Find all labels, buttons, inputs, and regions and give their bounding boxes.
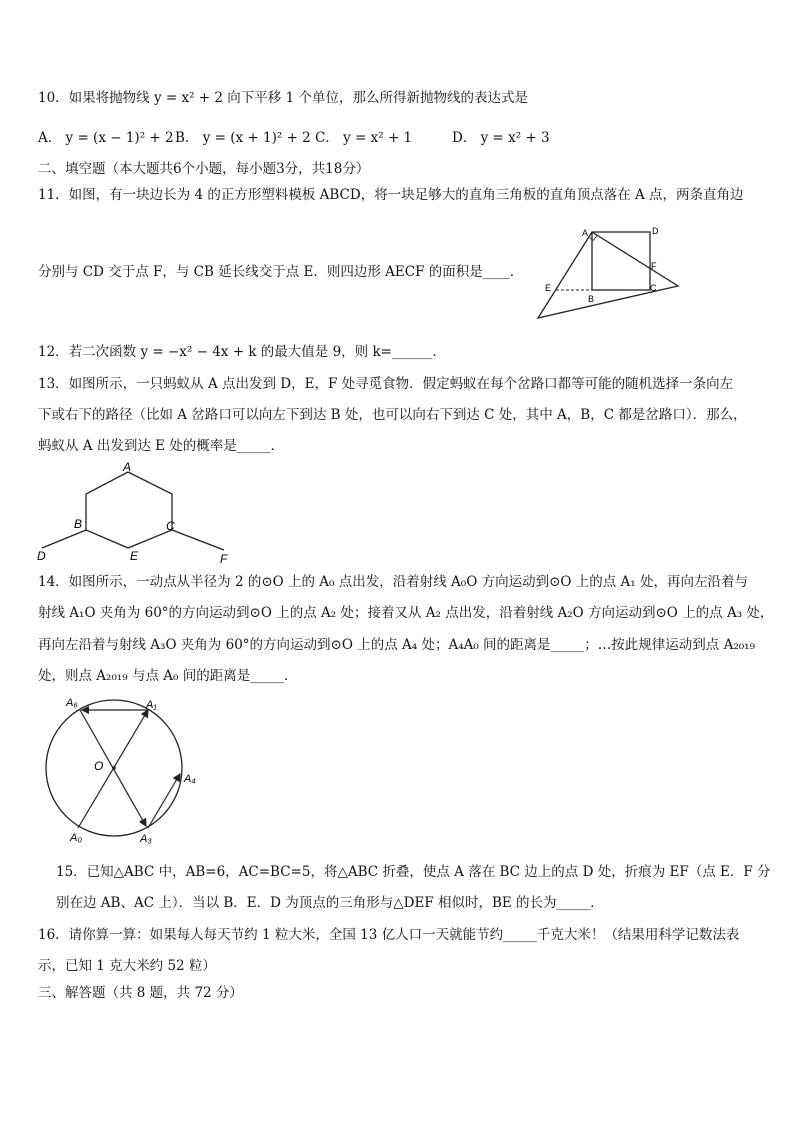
q15-line-2: 别在边 AB、AC 上）．当以 B．E．D 为顶点的三角形与△DEF 相似时，BE 的长为_____． <box>56 895 604 911</box>
q13-label-c: C <box>166 519 175 533</box>
q14-label-a1: A₁ <box>146 699 157 711</box>
q10-stem: 10．如果将抛物线 y = x² + 2 向下平移 1 个单位，那么所得新抛物线的表达式是 <box>38 90 528 106</box>
q10-option-a: A． y = (x − 1)² + 2 <box>38 130 174 146</box>
q13-line-3: 蚂蚁从 A 出发到达 E 处的概率是_____． <box>38 438 285 454</box>
q10-option-b: B． y = (x + 1)² + 2 <box>175 130 311 146</box>
q16-line-2: 示，已知 1 克大米约 52 粒） <box>38 958 216 974</box>
q14-line-3: 再向左沿着与射线 A₃O 夹角为 60°的方向运动到⊙O 上的点 A₄ 处；A₄A₀ 间的距离是_____；…按此规律运动到点 A₂₀₁₉ <box>38 637 755 653</box>
q11-figure <box>530 224 700 324</box>
q10-option-d: D． y = x² + 3 <box>452 130 550 146</box>
q11-line-2: 分别与 CD 交于点 F，与 CB 延长线交于点 E．则四边形 AECF 的面积是____． <box>38 264 524 280</box>
q13-line-2: 下或右下的路径（比如 A 岔路口可以向左下到达 B 处，也可以向右下到达 C 处，其中 A，B，C 都是岔路口）．那么， <box>38 407 747 423</box>
q14-label-a3: A₃ <box>140 833 152 844</box>
q13-label-b: B <box>74 517 83 531</box>
q11-line-1: 11．如图，有一块边长为 4 的正方形塑料模板 ABCD，将一块足够大的直角三角板的直角顶点落在 A 点，两条直角边 <box>38 187 744 203</box>
q11-label-d: D <box>652 226 659 236</box>
q14-figure <box>40 694 210 844</box>
q14-label-a0: A₀ <box>70 832 82 844</box>
q14-line-1: 14．如图所示，一动点从半径为 2 的⊙O 上的 A₀ 点出发，沿着射线 A₀O 方向运动到⊙O 上的点 A₁ 处，再向左沿着与 <box>38 574 748 590</box>
q14-line-4: 处，则点 A₂₀₁₉ 与点 A₀ 间的距离是_____． <box>38 668 298 684</box>
q13-label-e: E <box>130 549 139 563</box>
q11-label-c: C <box>650 283 657 293</box>
q11-label-f: F <box>651 261 657 271</box>
q11-label-a: A <box>582 228 589 238</box>
q10-option-c: C． y = x² + 1 <box>315 130 413 146</box>
q14-line-2: 射线 A₁O 夹角为 60°的方向运动到⊙O 上的点 A₂ 处；接着又从 A₂ 点出发，沿着射线 A₂O 方向运动到⊙O 上的点 A₃ 处， <box>38 605 774 621</box>
q14-label-a6: A₆ <box>66 697 78 709</box>
q11-label-e: E <box>545 283 552 293</box>
q11-label-b: B <box>588 294 595 304</box>
q13-figure <box>34 460 244 565</box>
q12-stem: 12．若二次函数 y = −x² − 4x + k 的最大值是 9，则 k=______． <box>38 344 446 360</box>
q13-label-d: D <box>37 549 46 563</box>
q13-label-a: A <box>123 460 132 474</box>
q15-line-1: 15．已知△ABC 中，AB=6，AC=BC=5，将△ABC 折叠，使点 A 落在 BC 边上的点 D 处，折痕为 EF（点 E．F 分 <box>56 864 771 880</box>
q13-line-1: 13．如图所示，一只蚂蚁从 A 点出发到 D，E，F 处寻觅食物．假定蚂蚁在每个岔路口都等可能的随机选择一条向左 <box>38 376 734 392</box>
section-2-heading: 二、填空题（本大题共6个小题，每小题3分，共18分） <box>38 161 370 177</box>
q16-line-1: 16．请你算一算：如果每人每天节约 1 粒大米，全国 13 亿人口一天就能节约_____千克大米！（结果用科学记数法表 <box>38 927 740 943</box>
q13-label-f: F <box>220 552 228 565</box>
q14-label-a4: A₄ <box>184 773 196 785</box>
q14-label-o: O <box>94 759 104 773</box>
section-3-heading: 三、解答题（共 8 题，共 72 分） <box>38 985 243 1001</box>
